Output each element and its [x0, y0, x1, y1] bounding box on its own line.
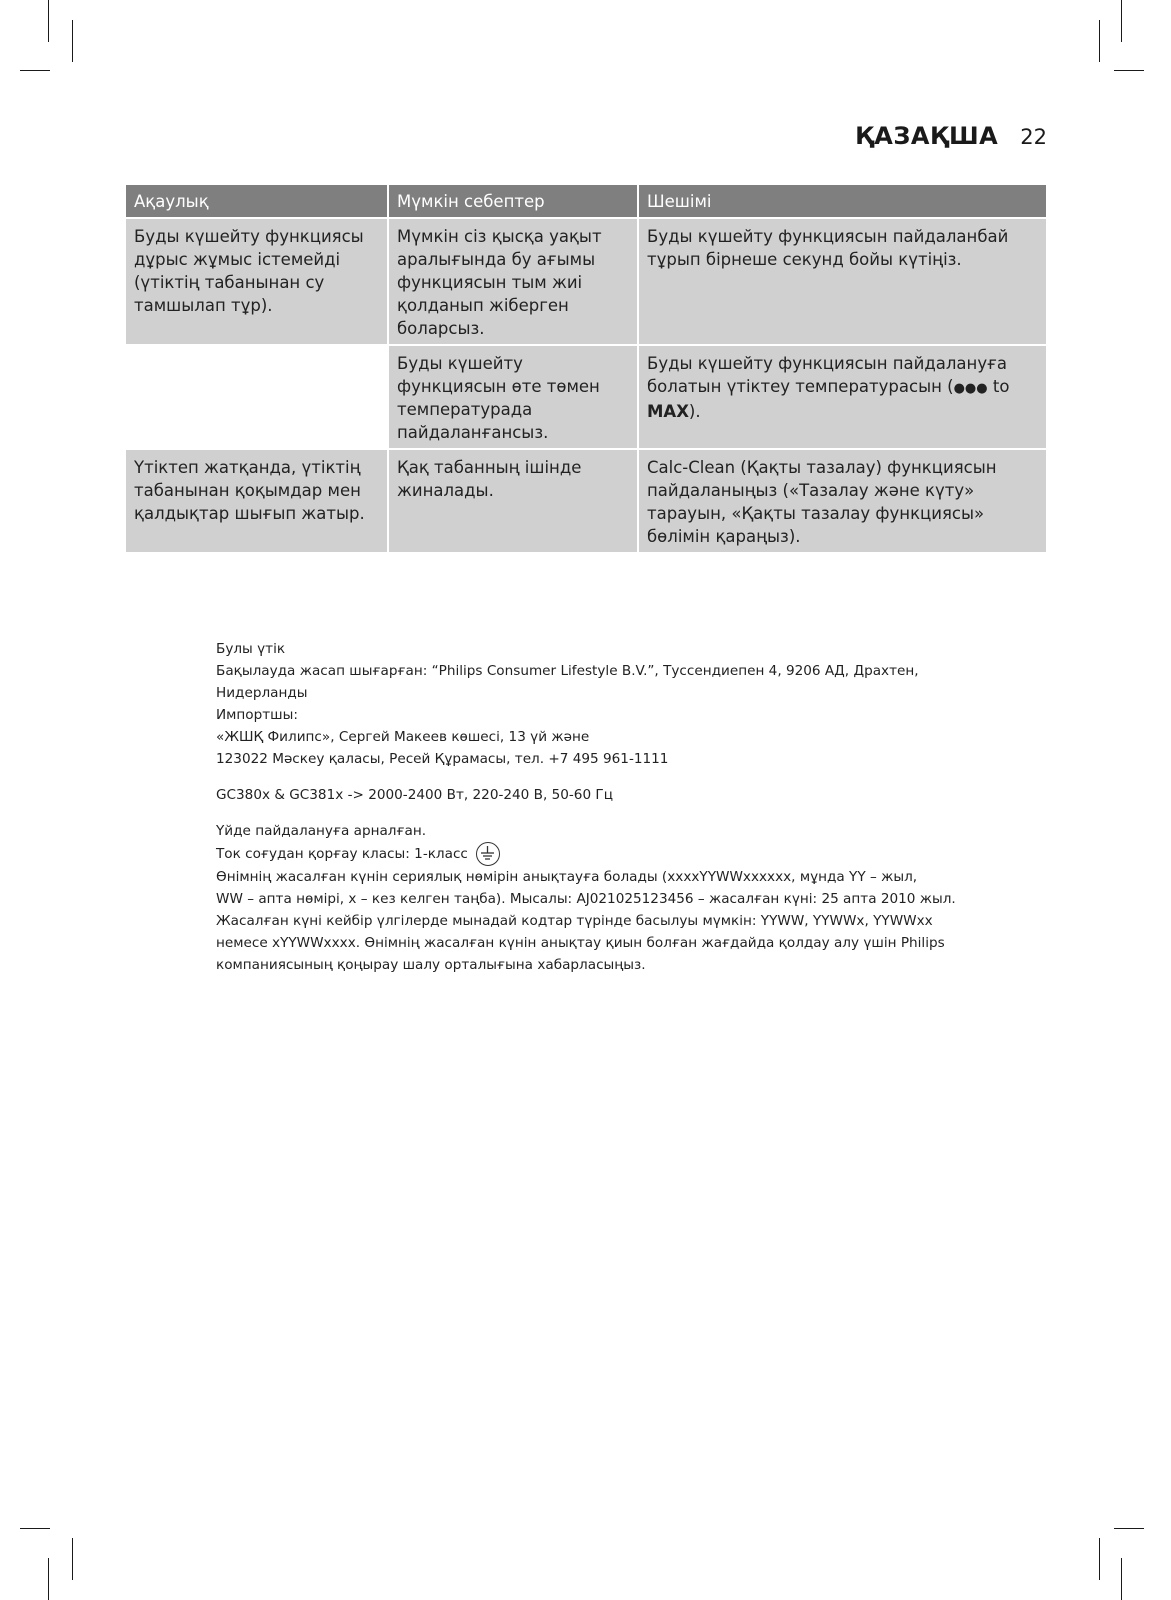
solution-cell: Calc-Clean (Қақты тазалау) функциясын пайдаланыңыз («Тазалау және күту» тарауын, «Қақты тазалау функциясы» бөлімін қараңыз).	[638, 449, 1046, 552]
solution-to: to	[987, 377, 1010, 396]
info-line: Ток соғудан қорғау класы: 1-класс	[216, 846, 468, 862]
solution-cell	[638, 345, 1046, 449]
info-line: немесе xYYWWxxxx. Өнімнің жасалған күнін анықтау қиын болған жағдайда қолдау алу үшін Philips	[216, 935, 945, 951]
crop-mark	[1114, 1528, 1144, 1529]
protective-earth-icon	[476, 842, 500, 866]
cause-cell: Қақ табанның ішінде жиналады.	[388, 449, 638, 552]
solution-text: Буды күшейту функциясын пайдалануға болатын үтіктеу температурасын (	[647, 354, 1007, 396]
table-row	[126, 218, 1046, 345]
info-line: компаниясының қоңырау шалу орталығына хабарласыңыз.	[216, 957, 646, 973]
crop-mark	[48, 0, 49, 42]
temperature-max: MAX	[647, 402, 689, 421]
crop-mark	[1114, 70, 1144, 71]
column-header-solution: Шешімі	[638, 185, 1046, 218]
manufacturer-block	[216, 638, 976, 770]
usage-block	[216, 820, 976, 976]
cause-cell: Мүмкін сіз қысқа уақыт аралығында бу ағымы функциясын тым жиі қолданып жіберген боларсыз.	[388, 218, 638, 345]
crop-mark	[1121, 0, 1122, 42]
table-header-row	[126, 185, 1046, 218]
product-info	[216, 638, 976, 990]
crop-mark	[20, 70, 50, 71]
language-heading: ҚАЗАҚША	[855, 122, 999, 150]
table-row	[126, 449, 1046, 552]
problem-cell	[126, 345, 388, 449]
problem-cell: Үтіктеп жатқанда, үтіктің табанынан қоқымдар мен қалдықтар шығып жатыр.	[126, 449, 388, 552]
troubleshooting-table	[126, 185, 1046, 552]
crop-mark	[72, 20, 73, 62]
info-line: Импортшы:	[216, 707, 298, 723]
page-header	[855, 122, 1047, 150]
info-line: Нидерланды	[216, 685, 308, 701]
crop-mark	[72, 1538, 73, 1580]
protection-class-line	[216, 842, 976, 866]
info-line: 123022 Мәскеу қаласы, Ресей Құрамасы, тел. +7 495 961-1111	[216, 751, 669, 767]
info-line: WW – апта нөмірі, x – кез келген таңба). Мысалы: AJ021025123456 – жасалған күні: 25 апта 2010 жыл.	[216, 891, 956, 907]
column-header-cause: Мүмкін себептер	[388, 185, 638, 218]
info-line: «ЖШҚ Филипс», Сергей Макеев көшесі, 13 үй және	[216, 729, 590, 745]
power-rating	[216, 784, 976, 806]
problem-cell: Буды күшейту функциясы дұрыс жұмыс істемейді (үтіктің табанынан су тамшылап тұр).	[126, 218, 388, 345]
column-header-problem: Ақаулық	[126, 185, 388, 218]
temperature-dots: ●●●	[953, 381, 988, 396]
crop-mark	[1099, 1538, 1100, 1580]
table-row	[126, 345, 1046, 449]
solution-end: ).	[688, 402, 701, 421]
info-line: Өнімнің жасалған күнін сериялық нөмірін анықтауға болады (xxxxYYWWxxxxxx, мұнда YY – жыл,	[216, 869, 918, 885]
info-line: Бақылауда жасап шығарған: “Philips Consumer Lifestyle B.V.”, Туссендиепен 4, 9206 АД, Драхтен,	[216, 663, 919, 679]
crop-mark	[48, 1558, 49, 1600]
crop-mark	[1099, 20, 1100, 62]
crop-mark	[1121, 1558, 1122, 1600]
cause-cell: Буды күшейту функциясын өте төмен температурада пайдаланғансыз.	[388, 345, 638, 449]
info-line: Үйде пайдалануға арналған.	[216, 823, 427, 839]
solution-cell: Буды күшейту функциясын пайдаланбай тұрып бірнеше секунд бойы күтіңіз.	[638, 218, 1046, 345]
info-line: Булы үтік	[216, 641, 286, 657]
page-number: 22	[1020, 125, 1047, 149]
info-line: GC380x & GC381x -> 2000-2400 Вт, 220-240 В, 50-60 Гц	[216, 787, 613, 803]
crop-mark	[20, 1528, 50, 1529]
info-line: Жасалған күні кейбір үлгілерде мынадай кодтар түрінде басылуы мүмкін: YYWW, YYWWx, YYWWxx	[216, 913, 933, 929]
